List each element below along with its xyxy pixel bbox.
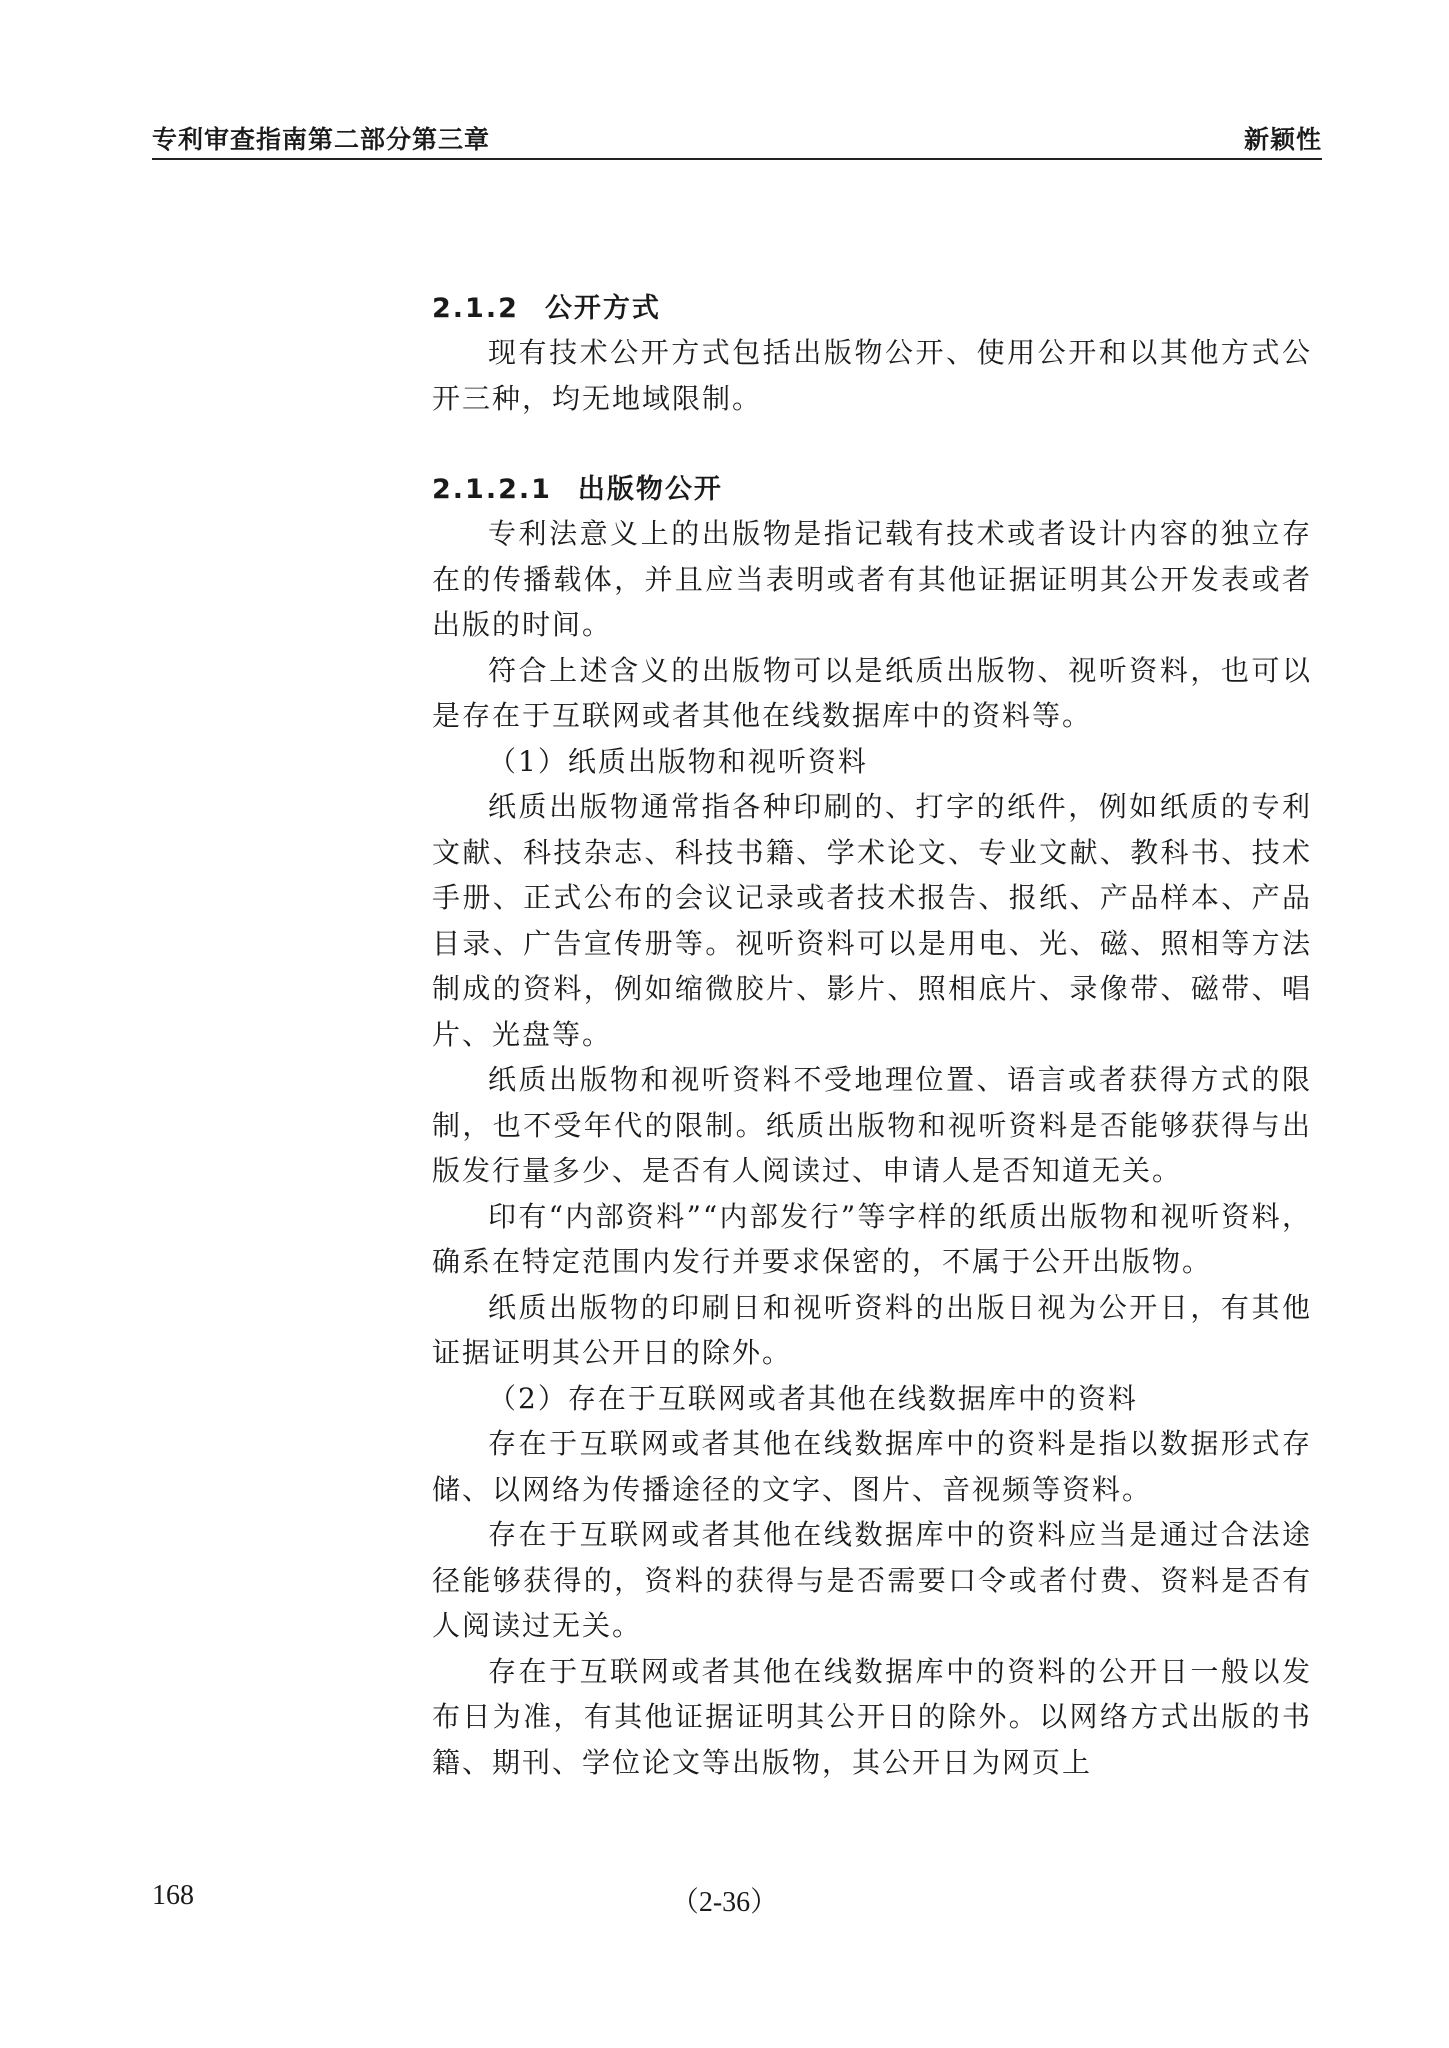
section-heading-2-1-2-1	[432, 469, 1312, 511]
running-header	[152, 118, 1322, 160]
paragraph: 印有“内部资料”“内部发行”等字样的纸质出版物和视听资料，确系在特定范围内发行并要求保密的，不属于公开出版物。	[432, 1199, 1312, 1278]
section-heading-2-1-2	[432, 288, 1312, 330]
paragraph: 存在于互联网或者其他在线数据库中的资料应当是通过合法途径能够获得的，资料的获得与是否需要口令或者付费、资料是否有人阅读过无关。	[432, 1518, 1312, 1642]
paragraph: 纸质出版物通常指各种印刷的、打字的纸件，例如纸质的专利文献、科技杂志、科技书籍、学术论文、专业文献、教科书、技术手册、正式公布的会议记录或者技术报告、报纸、产品样本、产品目录、广告宣传册等。视听资料可以是用电、光、磁、照相等方法制成的资料，例如缩微胶片、影片、照相底片、录像带、磁带、唱片、光盘等。	[432, 790, 1312, 1051]
page-number: 168	[152, 1880, 194, 1911]
section-number: 2.1.2	[432, 293, 519, 324]
page-body	[432, 288, 1312, 1785]
paragraph: 纸质出版物和视听资料不受地理位置、语言或者获得方式的限制，也不受年代的限制。纸质出版物和视听资料是否能够获得与出版发行量多少、是否有人阅读过、申请人是否知道无关。	[432, 1063, 1312, 1187]
paragraph: 符合上述含义的出版物可以是纸质出版物、视听资料，也可以是存在于互联网或者其他在线数据库中的资料等。	[432, 653, 1312, 732]
subheading-print-media: （1）纸质出版物和视听资料	[488, 744, 868, 778]
header-chapter-title: 专利审查指南第二部分第三章	[152, 125, 491, 154]
paragraph: 专利法意义上的出版物是指记载有技术或者设计内容的独立存在的传播载体，并且应当表明或者有其他证据证明其公开发表或者出版的时间。	[432, 517, 1312, 641]
subheading-online-media: （2）存在于互联网或者其他在线数据库中的资料	[488, 1381, 1138, 1415]
section-title: 公开方式	[544, 293, 661, 324]
section-title: 出版物公开	[577, 474, 723, 505]
header-section-name: 新颖性	[1243, 125, 1322, 154]
paragraph: 存在于互联网或者其他在线数据库中的资料的公开日一般以发布日为准，有其他证据证明其公开日的除外。以网络方式出版的书籍、期刊、学位论文等出版物，其公开日为网页上	[432, 1654, 1312, 1779]
paragraph: 纸质出版物的印刷日和视听资料的出版日视为公开日，有其他证据证明其公开日的除外。	[432, 1290, 1312, 1369]
section-page-code: （2-36）	[670, 1887, 779, 1918]
paragraph: 现有技术公开方式包括出版物公开、使用公开和以其他方式公开三种，均无地域限制。	[432, 336, 1312, 415]
section-number: 2.1.2.1	[432, 474, 552, 505]
paragraph: 存在于互联网或者其他在线数据库中的资料是指以数据形式存储、以网络为传播途径的文字、图片、音视频等资料。	[432, 1427, 1312, 1506]
